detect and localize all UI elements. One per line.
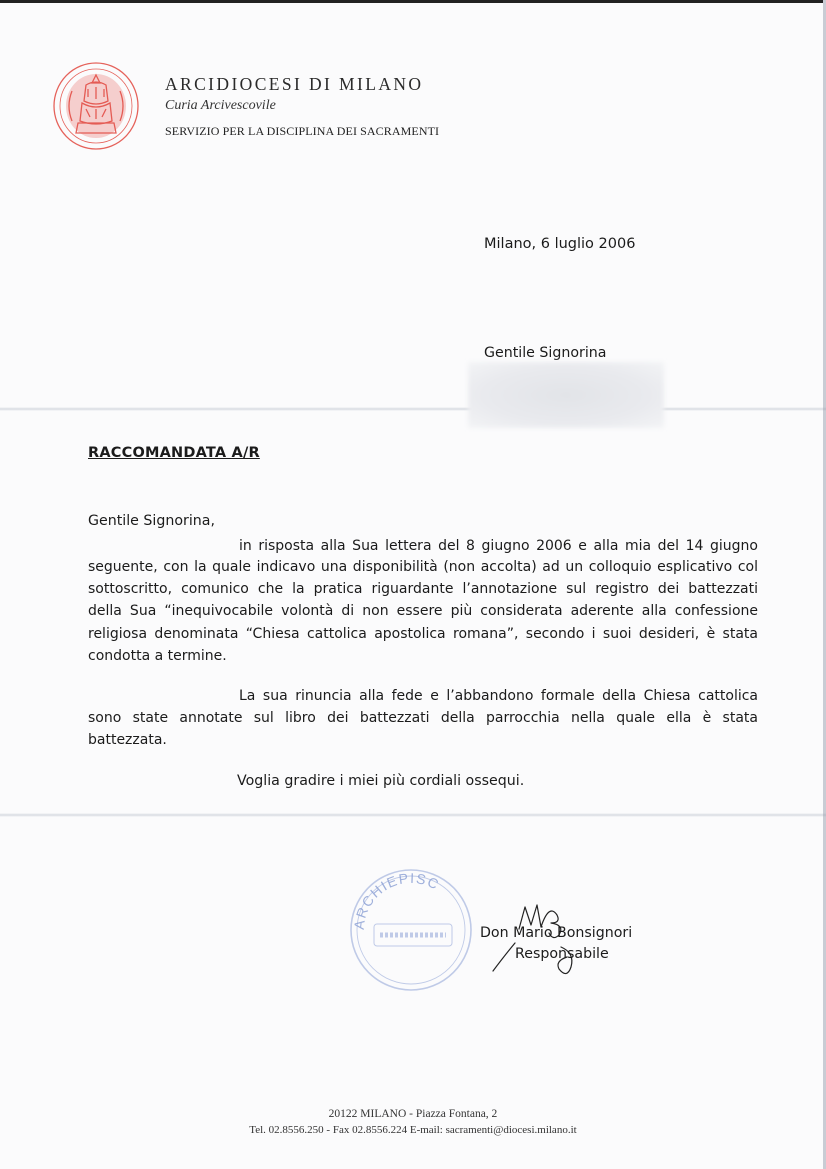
signer-name: Don Mario Bonsignori: [480, 925, 633, 941]
organization-name: ARCIDIOCESI DI MILANO: [165, 74, 424, 94]
paragraph-line: La sua rinuncia alla fede e l’abbandono formale della Chiesa cattolica: [239, 688, 758, 704]
scan-border-top: [0, 0, 826, 3]
signer-role: Responsabile: [515, 946, 609, 962]
paragraph-line: religiosa denominata “Chiesa cattolica apostolica romana”, secondo i suoi desideri, è stata: [88, 626, 758, 642]
paragraph-line: in risposta alla Sua lettera del 8 giugno 2006 e alla mia del 14 giugno: [239, 538, 758, 554]
archdiocese-stamp-icon: [342, 864, 480, 994]
letter-date: Milano, 6 luglio 2006: [484, 236, 636, 252]
delivery-method: RACCOMANDATA A/R: [88, 445, 260, 461]
paragraph-line: condotta a termine.: [88, 648, 227, 664]
diocese-seal-icon: [52, 61, 140, 151]
stamp-text: ARCHIEPISC: [350, 869, 443, 931]
paragraph-line: sottoscritto, comunico che la pratica riguardante l’annotazione sul registro dei battezzati: [88, 581, 758, 597]
footer-address: 20122 MILANO - Piazza Fontana, 2: [328, 1108, 498, 1120]
organization-service: SERVIZIO PER LA DISCIPLINA DEI SACRAMENTI: [165, 124, 440, 138]
paragraph-line: seguente, con la quale indicavo una disponibilità (non accolta) ad un colloquio esplicativo col: [88, 559, 758, 575]
recipient-salutation: Gentile Signorina: [484, 345, 607, 361]
footer-contact: Tel. 02.8556.250 - Fax 02.8556.224 E-mail: sacramenti@diocesi.milano.it: [249, 1124, 577, 1136]
redacted-address: [468, 362, 664, 428]
paragraph-line: sono state annotate sul libro dei battezzati della parrocchia nella quale ella è stata: [88, 710, 758, 726]
paragraph-line: battezzata.: [88, 732, 167, 748]
paragraph-line: della Sua “inequivocabile volontà di non essere più considerata aderente alla confessione: [88, 603, 758, 619]
closing-greeting: Voglia gradire i miei più cordiali ossequi.: [237, 773, 525, 789]
fold-line: [0, 813, 826, 817]
letter-salutation: Gentile Signorina,: [88, 513, 215, 529]
organization-subtitle: Curia Arcivescovile: [165, 98, 276, 113]
fold-line: [0, 407, 826, 411]
